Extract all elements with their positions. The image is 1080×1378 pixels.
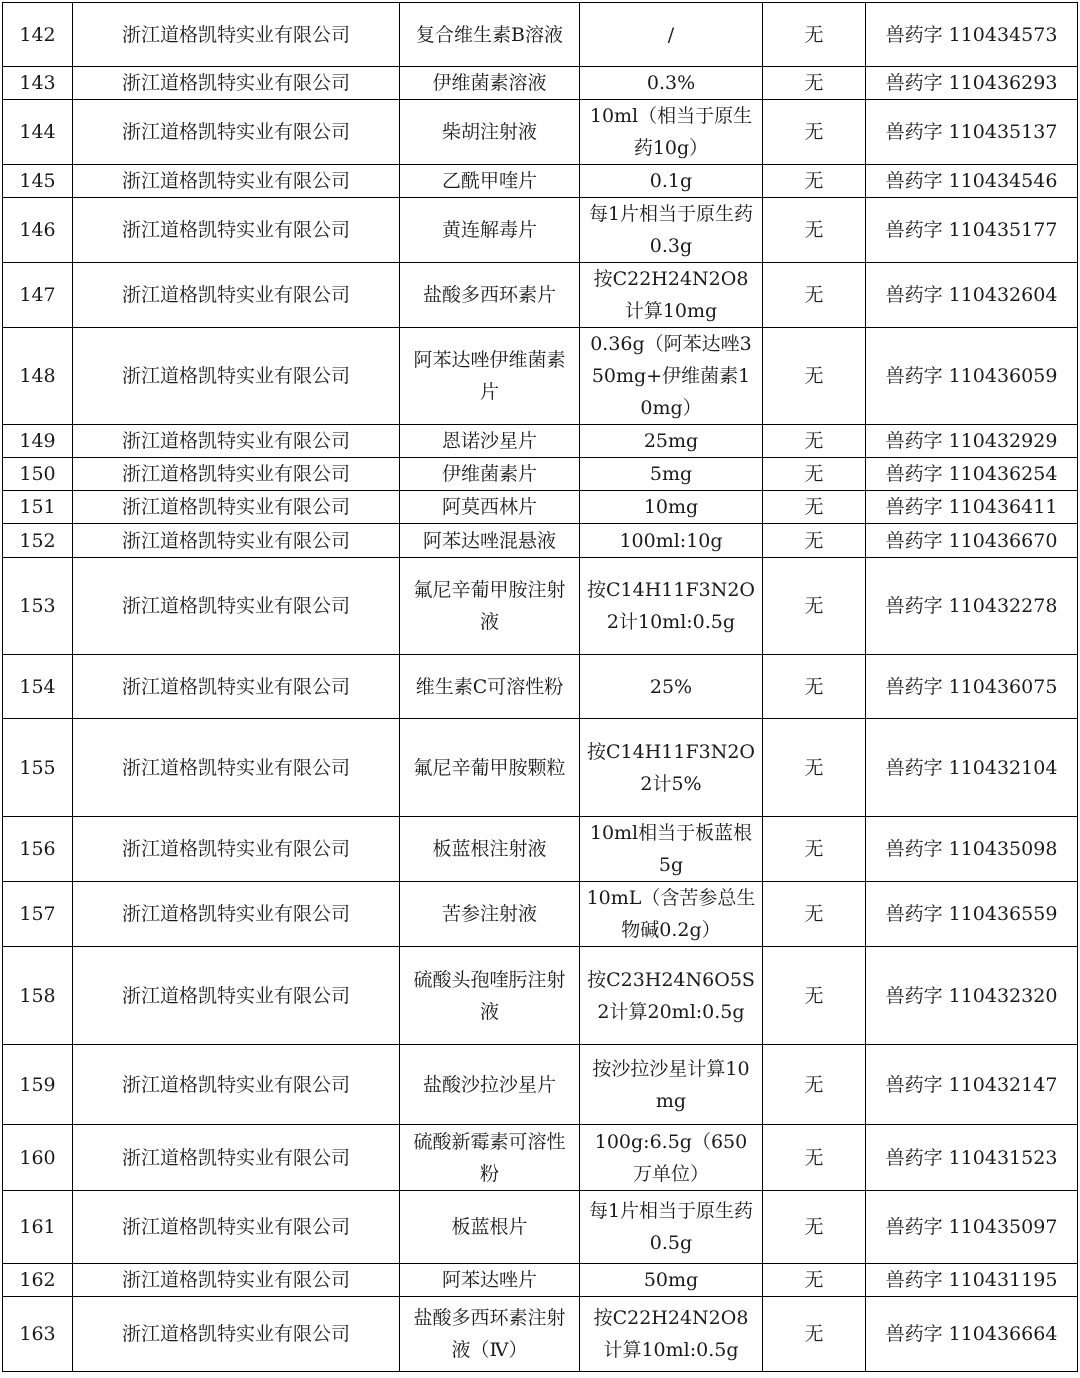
row-number-cell: 146 (3, 198, 73, 263)
table-row (3, 491, 1078, 524)
specification-cell: 0.36g（阿苯达唑350mg+伊维菌素10mg） (580, 328, 763, 425)
status-cell: 无 (763, 947, 866, 1045)
status-cell: 无 (763, 3, 866, 67)
company-name-cell: 浙江道格凯特实业有限公司 (73, 3, 400, 67)
company-name-cell: 浙江道格凯特实业有限公司 (73, 719, 400, 817)
approval-number-cell: 兽药字 110432104 (866, 719, 1078, 817)
company-name-cell: 浙江道格凯特实业有限公司 (73, 947, 400, 1045)
row-number-cell: 162 (3, 1264, 73, 1297)
product-name-cell: 阿苯达唑伊维菌素片 (400, 328, 580, 425)
product-approval-table (2, 2, 1078, 1372)
company-name-cell: 浙江道格凯特实业有限公司 (73, 817, 400, 882)
approval-number-cell: 兽药字 110435137 (866, 100, 1078, 165)
table-row (3, 719, 1078, 817)
status-cell: 无 (763, 558, 866, 655)
table-row (3, 524, 1078, 558)
status-cell: 无 (763, 263, 866, 328)
table-row (3, 100, 1078, 165)
company-name-cell: 浙江道格凯特实业有限公司 (73, 491, 400, 524)
approval-number-cell: 兽药字 110436670 (866, 524, 1078, 558)
status-cell: 无 (763, 882, 866, 947)
table-row (3, 1045, 1078, 1125)
approval-number-cell: 兽药字 110431195 (866, 1264, 1078, 1297)
status-cell: 无 (763, 817, 866, 882)
status-cell: 无 (763, 524, 866, 558)
row-number-cell: 151 (3, 491, 73, 524)
product-name-cell: 阿苯达唑混悬液 (400, 524, 580, 558)
approval-number-cell: 兽药字 110432320 (866, 947, 1078, 1045)
status-cell: 无 (763, 655, 866, 719)
product-name-cell: 柴胡注射液 (400, 100, 580, 165)
company-name-cell: 浙江道格凯特实业有限公司 (73, 882, 400, 947)
approval-number-cell: 兽药字 110431523 (866, 1125, 1078, 1191)
product-name-cell: 氟尼辛葡甲胺颗粒 (400, 719, 580, 817)
table-body (3, 3, 1078, 1372)
company-name-cell: 浙江道格凯特实业有限公司 (73, 198, 400, 263)
status-cell: 无 (763, 1125, 866, 1191)
specification-cell: 0.3% (580, 67, 763, 100)
approval-number-cell: 兽药字 110436059 (866, 328, 1078, 425)
specification-cell: 按沙拉沙星计算10mg (580, 1045, 763, 1125)
company-name-cell: 浙江道格凯特实业有限公司 (73, 1045, 400, 1125)
company-name-cell: 浙江道格凯特实业有限公司 (73, 558, 400, 655)
approval-number-cell: 兽药字 110432604 (866, 263, 1078, 328)
specification-cell: 按C22H24N2O8计算10mg (580, 263, 763, 328)
company-name-cell: 浙江道格凯特实业有限公司 (73, 425, 400, 458)
table-row (3, 328, 1078, 425)
approval-number-cell: 兽药字 110436559 (866, 882, 1078, 947)
row-number-cell: 157 (3, 882, 73, 947)
product-name-cell: 板蓝根注射液 (400, 817, 580, 882)
product-name-cell: 硫酸头孢喹肟注射液 (400, 947, 580, 1045)
company-name-cell: 浙江道格凯特实业有限公司 (73, 524, 400, 558)
approval-number-cell: 兽药字 110435098 (866, 817, 1078, 882)
company-name-cell: 浙江道格凯特实业有限公司 (73, 100, 400, 165)
table-row (3, 882, 1078, 947)
status-cell: 无 (763, 491, 866, 524)
row-number-cell: 156 (3, 817, 73, 882)
status-cell: 无 (763, 198, 866, 263)
table-row (3, 1264, 1078, 1297)
status-cell: 无 (763, 328, 866, 425)
row-number-cell: 142 (3, 3, 73, 67)
specification-cell: 25mg (580, 425, 763, 458)
row-number-cell: 159 (3, 1045, 73, 1125)
approval-number-cell: 兽药字 110434573 (866, 3, 1078, 67)
company-name-cell: 浙江道格凯特实业有限公司 (73, 328, 400, 425)
specification-cell: 25% (580, 655, 763, 719)
table-row (3, 1297, 1078, 1372)
status-cell: 无 (763, 100, 866, 165)
status-cell: 无 (763, 67, 866, 100)
company-name-cell: 浙江道格凯特实业有限公司 (73, 1125, 400, 1191)
row-number-cell: 154 (3, 655, 73, 719)
table-row (3, 458, 1078, 491)
status-cell: 无 (763, 719, 866, 817)
row-number-cell: 149 (3, 425, 73, 458)
company-name-cell: 浙江道格凯特实业有限公司 (73, 1264, 400, 1297)
status-cell: 无 (763, 1045, 866, 1125)
approval-number-cell: 兽药字 110436075 (866, 655, 1078, 719)
specification-cell: 100ml:10g (580, 524, 763, 558)
product-name-cell: 氟尼辛葡甲胺注射液 (400, 558, 580, 655)
table-row (3, 3, 1078, 67)
company-name-cell: 浙江道格凯特实业有限公司 (73, 458, 400, 491)
row-number-cell: 163 (3, 1297, 73, 1372)
approval-number-cell: 兽药字 110434546 (866, 165, 1078, 198)
table-row (3, 655, 1078, 719)
row-number-cell: 150 (3, 458, 73, 491)
specification-cell: 50mg (580, 1264, 763, 1297)
row-number-cell: 160 (3, 1125, 73, 1191)
company-name-cell: 浙江道格凯特实业有限公司 (73, 67, 400, 100)
status-cell: 无 (763, 1264, 866, 1297)
specification-cell: 0.1g (580, 165, 763, 198)
status-cell: 无 (763, 1297, 866, 1372)
table-row (3, 198, 1078, 263)
table-row (3, 165, 1078, 198)
approval-number-cell: 兽药字 110436254 (866, 458, 1078, 491)
approval-number-cell: 兽药字 110432929 (866, 425, 1078, 458)
specification-cell: 10mg (580, 491, 763, 524)
product-name-cell: 阿苯达唑片 (400, 1264, 580, 1297)
row-number-cell: 161 (3, 1191, 73, 1264)
table-row (3, 817, 1078, 882)
product-name-cell: 乙酰甲喹片 (400, 165, 580, 198)
approval-number-cell: 兽药字 110436664 (866, 1297, 1078, 1372)
status-cell: 无 (763, 1191, 866, 1264)
table-row (3, 425, 1078, 458)
status-cell: 无 (763, 165, 866, 198)
approval-number-cell: 兽药字 110435177 (866, 198, 1078, 263)
approval-number-cell: 兽药字 110435097 (866, 1191, 1078, 1264)
row-number-cell: 155 (3, 719, 73, 817)
product-name-cell: 复合维生素B溶液 (400, 3, 580, 67)
row-number-cell: 152 (3, 524, 73, 558)
status-cell: 无 (763, 425, 866, 458)
product-name-cell: 黄连解毒片 (400, 198, 580, 263)
row-number-cell: 153 (3, 558, 73, 655)
product-name-cell: 维生素C可溶性粉 (400, 655, 580, 719)
specification-cell: 100g:6.5g（650万单位） (580, 1125, 763, 1191)
product-name-cell: 苦参注射液 (400, 882, 580, 947)
specification-cell: 每1片相当于原生药0.3g (580, 198, 763, 263)
specification-cell: 5mg (580, 458, 763, 491)
specification-cell: 按C14H11F3N2O2计5% (580, 719, 763, 817)
approval-number-cell: 兽药字 110436293 (866, 67, 1078, 100)
company-name-cell: 浙江道格凯特实业有限公司 (73, 655, 400, 719)
specification-cell: 按C14H11F3N2O2计10ml:0.5g (580, 558, 763, 655)
specification-cell: 10mL（含苦参总生物碱0.2g） (580, 882, 763, 947)
specification-cell: 10ml（相当于原生药10g） (580, 100, 763, 165)
specification-cell: 按C23H24N6O5S2计算20ml:0.5g (580, 947, 763, 1045)
approval-number-cell: 兽药字 110436411 (866, 491, 1078, 524)
product-name-cell: 板蓝根片 (400, 1191, 580, 1264)
company-name-cell: 浙江道格凯特实业有限公司 (73, 165, 400, 198)
product-name-cell: 伊维菌素片 (400, 458, 580, 491)
company-name-cell: 浙江道格凯特实业有限公司 (73, 1297, 400, 1372)
table-row (3, 1125, 1078, 1191)
table-row (3, 558, 1078, 655)
approval-number-cell: 兽药字 110432278 (866, 558, 1078, 655)
row-number-cell: 144 (3, 100, 73, 165)
row-number-cell: 147 (3, 263, 73, 328)
product-name-cell: 伊维菌素溶液 (400, 67, 580, 100)
row-number-cell: 148 (3, 328, 73, 425)
table-row (3, 1191, 1078, 1264)
product-name-cell: 盐酸沙拉沙星片 (400, 1045, 580, 1125)
table-row (3, 263, 1078, 328)
product-name-cell: 盐酸多西环素注射液（Ⅳ） (400, 1297, 580, 1372)
company-name-cell: 浙江道格凯特实业有限公司 (73, 1191, 400, 1264)
table-row (3, 947, 1078, 1045)
product-name-cell: 硫酸新霉素可溶性粉 (400, 1125, 580, 1191)
row-number-cell: 145 (3, 165, 73, 198)
product-name-cell: 恩诺沙星片 (400, 425, 580, 458)
specification-cell: / (580, 3, 763, 67)
table-row (3, 67, 1078, 100)
status-cell: 无 (763, 458, 866, 491)
row-number-cell: 158 (3, 947, 73, 1045)
specification-cell: 每1片相当于原生药0.5g (580, 1191, 763, 1264)
product-name-cell: 盐酸多西环素片 (400, 263, 580, 328)
specification-cell: 10ml相当于板蓝根5g (580, 817, 763, 882)
row-number-cell: 143 (3, 67, 73, 100)
company-name-cell: 浙江道格凯特实业有限公司 (73, 263, 400, 328)
product-name-cell: 阿莫西林片 (400, 491, 580, 524)
specification-cell: 按C22H24N2O8计算10ml:0.5g (580, 1297, 763, 1372)
approval-number-cell: 兽药字 110432147 (866, 1045, 1078, 1125)
